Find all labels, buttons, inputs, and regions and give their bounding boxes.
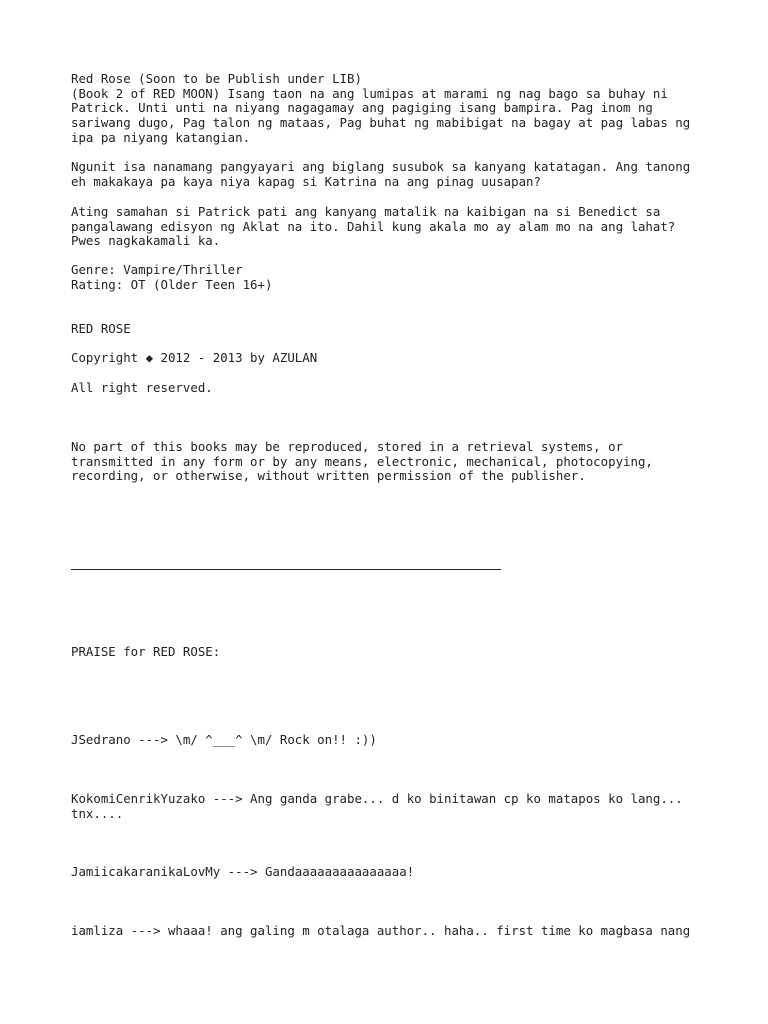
text-line: pangalawang edisyon ng Aklat na ito. Dahil kung akala mo ay alam mo na ang lahat?: [71, 218, 676, 234]
genre-rating: [71, 263, 272, 292]
intro-paragraph: [71, 72, 690, 146]
text-line: eh makakaya pa kaya niya kapag si Katrina na ang pinag uusapan?: [71, 173, 541, 189]
text-line: Patrick. Unti unti na niyang nagagamay ang pagiging isang bampira. Pag inom ng: [71, 100, 653, 116]
praise-line: iamliza ---> whaaa! ang galing m otalaga author.. haha.. first time ko magbasa nang: [71, 923, 691, 938]
praise-line: JamiicakaranikaLovMy ---> Gandaaaaaaaaaaaaaaa!: [71, 864, 415, 879]
text-line: recording, or otherwise, without written permission of the publisher.: [71, 468, 586, 484]
text-line: (Book 2 of RED MOON) Isang taon na ang lumipas at marami ng nag bago sa buhay ni: [71, 85, 668, 101]
synopsis-paragraph-2: [71, 160, 690, 189]
text-line: ipa pa niyang katangian.: [71, 129, 251, 145]
praise-line: tnx....: [71, 805, 124, 821]
text-line: No part of this books may be reproduced, stored in a retrieval systems, or: [71, 439, 624, 454]
praise-line: KokomiCenrikYuzako ---> Ang ganda grabe... d ko binitawan cp ko matapos ko lang...: [71, 791, 683, 806]
text-line: Ating samahan si Patrick pati ang kanyang matalik na kaibigan na si Benedict sa: [71, 204, 661, 219]
synopsis-paragraph-3: [71, 205, 675, 249]
rating-line: Rating: OT (Older Teen 16+): [71, 276, 273, 292]
copyright-line: Copyright ◆ 2012 - 2013 by AZULAN: [71, 350, 318, 365]
genre-line: Genre: Vampire/Thriller: [71, 262, 243, 277]
praise-item: [71, 733, 377, 748]
text-line: Pwes nagkakamali ka.: [71, 233, 221, 249]
praise-heading: PRAISE for RED ROSE:: [71, 644, 221, 659]
text-line: sariwang dugo, Pag talon ng mataas, Pag buhat ng mabibigat na bagay at pag labas ng: [71, 115, 691, 131]
praise-item: [71, 792, 683, 821]
text-line: transmitted in any form or by any means, electronic, mechanical, photocopying,: [71, 453, 653, 469]
text-line: Ngunit isa nanamang pangyayari ang biglang susubok sa kanyang katatagan. Ang tanong: [71, 159, 691, 174]
book-title: RED ROSE: [71, 321, 131, 336]
text-line: Red Rose (Soon to be Publish under LIB): [71, 71, 362, 86]
praise-item: [71, 865, 414, 880]
separator-rule: [71, 569, 501, 570]
praise-line: JSedrano ---> \m/ ^___^ \m/ Rock on!! :)): [71, 732, 377, 747]
rights-line: All right reserved.: [71, 380, 213, 395]
praise-item: [71, 924, 690, 939]
disclaimer-paragraph: [71, 440, 653, 484]
